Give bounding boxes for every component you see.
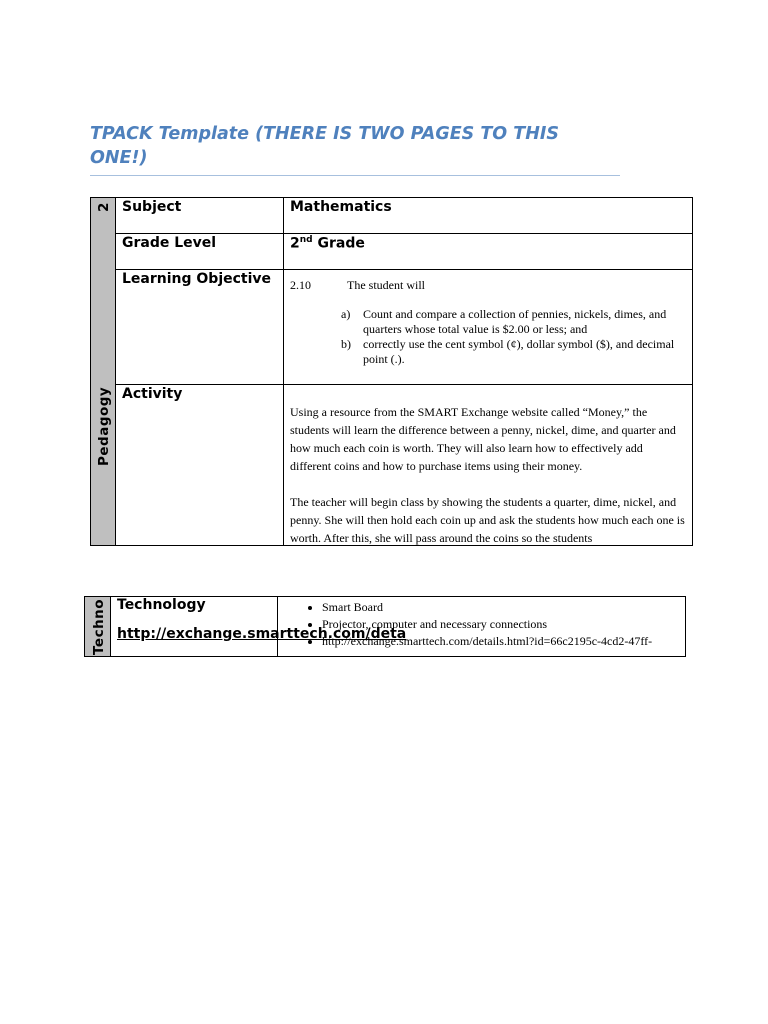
pedagogy-side-band xyxy=(91,198,116,546)
title-underline xyxy=(90,175,620,176)
activity-paragraph: The teacher will begin class by showing the students a quarter, dime, nickel, and penny. She will then hold each coin up and ask the students how much each one is worth. After this, she will pass around the coins so the students xyxy=(290,495,685,545)
objective-intro: The student will xyxy=(347,278,425,292)
list-item: b) correctly use the cent symbol (¢), dollar symbol ($), and decimal point (.). xyxy=(341,337,675,366)
document-title: TPACK Template (THERE IS TWO PAGES TO THIS ONE!) xyxy=(90,124,559,168)
objective-list xyxy=(341,307,692,367)
pedagogy-side-label: Pedagogy xyxy=(96,386,112,466)
technology-list xyxy=(278,597,685,650)
learning-objective-value xyxy=(284,270,693,385)
activity-label: Activity xyxy=(116,385,284,546)
list-item[interactable]: • http://exchange.smarttech.com/details.html?id=66c2195c-4cd2-47ff- xyxy=(322,633,679,650)
activity-value xyxy=(284,385,693,546)
technology-side-band xyxy=(85,597,111,657)
subject-label: Subject xyxy=(116,198,284,234)
learning-objective-label: Learning Objective xyxy=(116,270,284,385)
activity-paragraph: Using a resource from the SMART Exchange website called “Money,” the students will learn the difference between a penny, nickel, dime, and quarter and how much each coin is worth. They will also learn how to effectively add different coins and how to purchase items using their money. xyxy=(290,405,676,473)
subject-value: Mathematics xyxy=(284,198,693,234)
technology-label: Technology xyxy=(117,597,206,613)
list-item: • Projector, computer and necessary connections xyxy=(322,616,679,633)
smart-exchange-link[interactable]: http://exchange.smarttech.com/deta xyxy=(117,626,407,642)
technology-list-cell xyxy=(278,597,686,657)
objective-number: 2.10 xyxy=(290,278,311,292)
list-item: • Smart Board xyxy=(322,599,679,616)
grade-level-value: 2nd Grade xyxy=(284,234,693,270)
grade-level-label: Grade Level xyxy=(116,234,284,270)
list-item: a) Count and compare a collection of pennies, nickels, dimes, and quarters whose total value is $2.00 or less; and xyxy=(341,307,667,336)
pedagogy-side-number: 2 xyxy=(96,202,112,212)
technology-side-label: Techno xyxy=(91,598,107,655)
pedagogy-table xyxy=(90,197,693,546)
technology-table xyxy=(84,596,686,657)
